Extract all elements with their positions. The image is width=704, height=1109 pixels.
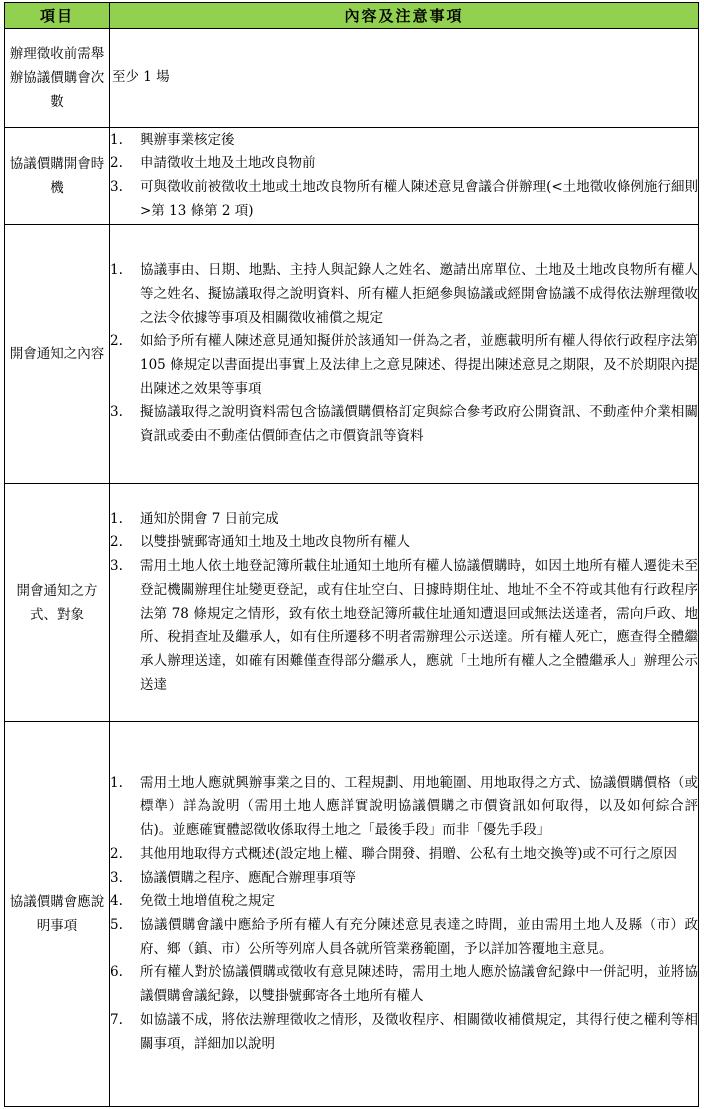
row-label: 協議價購會應說明事項 — [5, 722, 110, 1107]
item-number: 4. — [110, 893, 123, 910]
item-text: 以雙掛號郵寄通知土地及土地改良物所有權人 — [140, 534, 410, 551]
row-content — [110, 484, 699, 722]
list-item — [110, 330, 698, 401]
item-number: 6. — [110, 964, 123, 981]
header-content: 內容及注意事項 — [110, 3, 699, 29]
item-list — [110, 259, 698, 449]
item-number: 3. — [110, 404, 123, 421]
meeting-count-text: 至少 1 場 — [112, 69, 170, 86]
list-item — [110, 129, 698, 153]
list-item — [110, 867, 698, 891]
item-number: 7. — [110, 1011, 123, 1028]
item-text: 通知於開會 7 日前完成 — [140, 510, 279, 527]
item-list — [110, 508, 698, 698]
item-text: 協議價購之程序、應配合辦理事項等 — [140, 869, 356, 886]
item-number: 5. — [110, 917, 123, 933]
item-text: 需用土地人應就興辦事業之目的、工程規劃、用地範圍、用地取得之方式、協議價購價格（或標準）詳為說明（需用土地人應詳實說明協議價購之市價資訊如何取得，以及如何綜合評估)。並應確實體認徵收係取得土地之「最後手段」而非「優先手段」 — [140, 774, 698, 839]
row-meeting-explanations — [5, 722, 699, 1107]
list-item — [110, 890, 698, 914]
row-label: 開會通知之內容 — [5, 225, 110, 484]
list-item — [110, 555, 698, 697]
item-text: 需用土地人依土地登記簿所載住址通知土地所有權人協議價購時，如因土地所有權人遷徙未至登記機關辦理住址變更登記，或有住址空白、日據時期住址、地址不全不符或其他有行政程序法第 78 條規定之情形，致有依土地登記簿所載住址通知遭退回或無法送達者，需向戶政、地所、稅捐查址及繼承人，如有住所遷移不明者需辦理公示送達。所有權人死亡，應查得全體繼承人辦理送達，如確有困難僅查得部分繼承人，應就「土地所有權人之全體繼承人」辦理公示送達 — [140, 558, 698, 693]
list-item — [110, 843, 698, 867]
row-content — [110, 225, 699, 484]
item-number: 1. — [110, 131, 123, 148]
item-text: 協議價購會議中應給予所有權人有充分陳述意見表達之時間，並由需用土地人及縣（市）政府、鄉（鎮、市）公所等列席人員各就所管業務範圍，予以詳加答覆地主意見。 — [140, 917, 698, 957]
list-item — [110, 152, 698, 176]
row-meeting-timing — [5, 128, 699, 225]
item-number: 1. — [110, 774, 123, 791]
list-item — [110, 772, 698, 843]
list-item — [110, 914, 698, 961]
item-text: 擬協議取得之說明資料需包含協議價購價格訂定與綜合參考政府公開資訊、不動產仲介業相關資訊或委由不動產估價師查估之市價資訊等資料 — [140, 404, 698, 445]
procedure-table — [4, 2, 699, 1107]
item-text: 所有權人對於協議價購或徵收有意見陳述時，需用土地人應於協議會紀錄中一併記明，並將協議價購會議紀錄，以雙掛號郵寄各土地所有權人 — [140, 964, 698, 1005]
item-text: 如協議不成，將依法辦理徵收之情形，及徵收程序、相關徵收補償規定，其得行使之權利等相關事項，詳細加以說明 — [140, 1011, 698, 1052]
item-text: 其他用地取得方式概述(設定地上權、聯合開發、捐贈、公私有土地交換等)或不可行之原因 — [140, 845, 678, 862]
item-number: 2. — [110, 155, 123, 172]
item-list — [110, 772, 698, 1056]
item-text: 免徵土地增值稅之規定 — [140, 893, 275, 910]
header-item: 項目 — [5, 3, 110, 29]
row-meeting-count — [5, 29, 699, 128]
item-text: 如給予所有權人陳述意見通知擬併於該通知一併為之者，並應載明所有權人得依行政程序法第 105 條規定以書面提出事實上及法律上之意見陳述、得提出陳述意見之期限，及不於期限內提出陳述之效果等事項 — [140, 333, 698, 397]
list-item — [110, 401, 698, 448]
row-content — [110, 29, 699, 128]
item-text: 申請徵收土地及土地改良物前 — [140, 155, 316, 172]
item-list — [110, 129, 698, 224]
item-text: 協議事由、日期、地點、主持人與記錄人之姓名、邀請出席單位、土地及土地改良物所有權人等之姓名、擬協議取得之說明資料、所有權人拒絕參與協議或經開會協議不成得依法辦理徵收之法令依據等事項及相關徵收補償之規定 — [140, 262, 698, 326]
item-number: 1. — [110, 510, 123, 527]
item-text: 可與徵收前被徵收土地或土地改良物所有權人陳述意見會議合併辦理(<土地徵收條例施行細則>第 13 條第 2 項) — [140, 179, 698, 219]
row-label: 協議價購開會時機 — [5, 128, 110, 225]
row-notice-content — [5, 225, 699, 484]
item-number: 1. — [110, 262, 123, 279]
row-label: 辦理徵收前需舉辦協議價購會次數 — [5, 29, 110, 128]
row-content — [110, 128, 699, 225]
item-text: 興辦事業核定後 — [140, 131, 235, 148]
list-item — [110, 259, 698, 330]
row-content — [110, 722, 699, 1107]
row-notice-method — [5, 484, 699, 722]
list-item — [110, 961, 698, 1008]
list-item — [110, 1009, 698, 1056]
list-item — [110, 531, 698, 555]
item-number: 3. — [110, 869, 123, 886]
item-number: 3. — [110, 558, 123, 575]
list-item — [110, 508, 698, 532]
list-item — [110, 176, 698, 223]
table-header-row — [5, 3, 699, 29]
row-label: 開會通知之方式、對象 — [5, 484, 110, 722]
item-number: 3. — [110, 179, 123, 195]
item-number: 2. — [110, 845, 123, 862]
item-number: 2. — [110, 333, 123, 350]
item-number: 2. — [110, 534, 123, 551]
